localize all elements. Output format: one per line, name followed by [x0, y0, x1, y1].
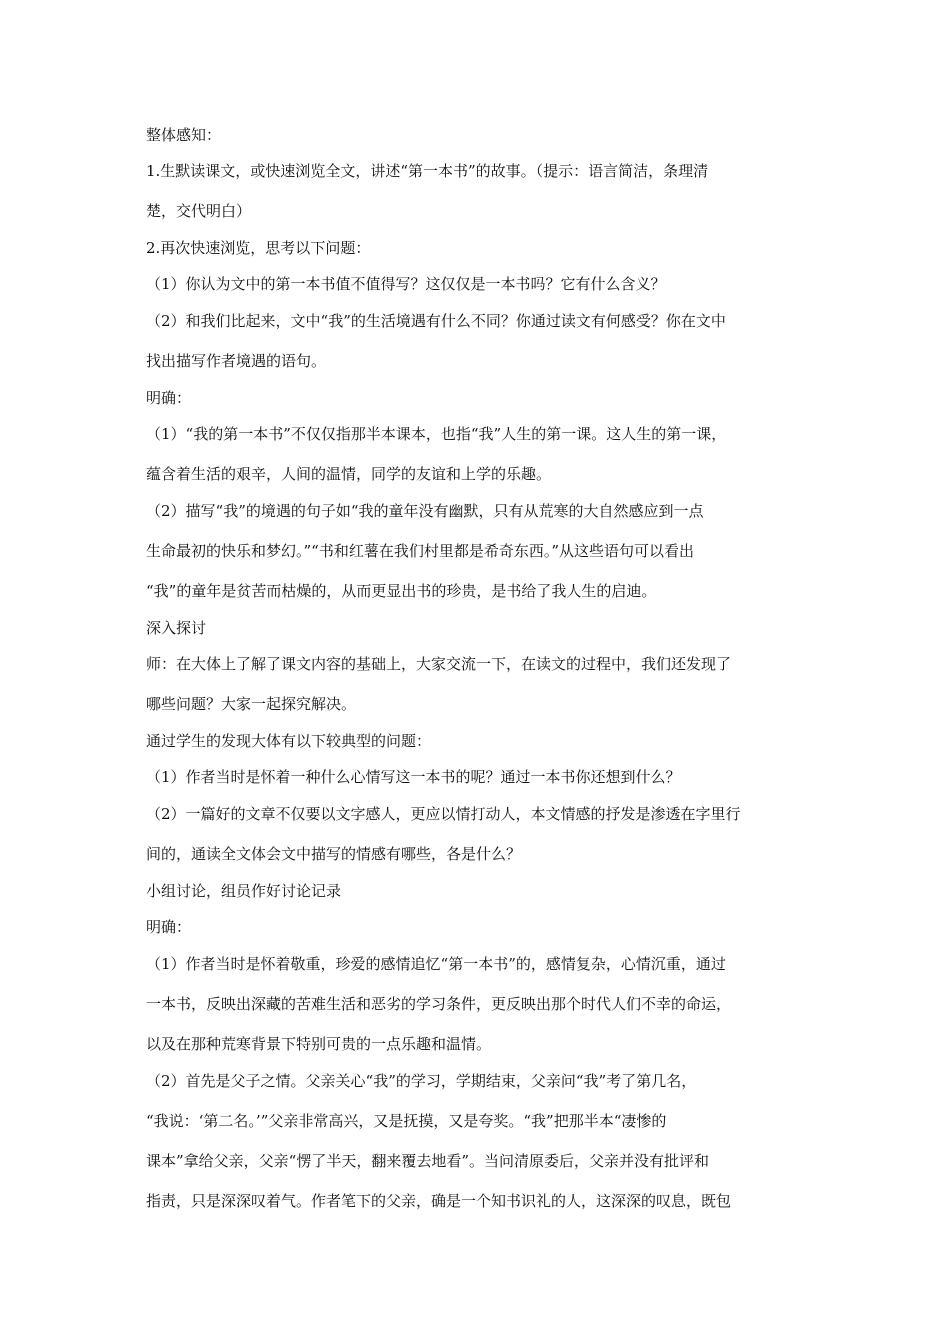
paragraph-line: 指责，只是深深叹着气。作者笔下的父亲，确是一个知书识礼的人，这深深的叹息，既包 [146, 1192, 732, 1210]
paragraph-line: 师：在大体上了解了课文内容的基础上，大家交流一下，在读文的过程中，我们还发现了 [146, 655, 732, 673]
label-clarify: 明确： [146, 389, 192, 407]
paragraph-line: 以及在那种荒寒背景下特别可贵的一点乐趣和温情。 [146, 1035, 492, 1053]
paragraph-line: （1）作者当时是怀着一种什么心情写这一本书的呢？通过一本书你还想到什么？ [146, 768, 681, 786]
paragraph-line: 生命最初的快乐和梦幻。”“书和红薯在我们村里都是希奇东西。”从这些语句可以看出 [146, 542, 695, 560]
paragraph-line: （2）描写“我”的境遇的句子如“我的童年没有幽默，只有从荒寒的大自然感应到一点 [146, 502, 704, 520]
paragraph-line: （1）“我的第一本书”不仅仅指那半本课本，也指“我”人生的第一课。这人生的第一课， [146, 425, 727, 443]
paragraph-line: 一本书，反映出深藏的苦难生活和恶劣的学习条件，更反映出那个时代人们不幸的命运， [146, 995, 732, 1013]
paragraph-line: 哪些问题？大家一起探究解决。 [146, 695, 357, 713]
heading-overall-perception: 整体感知： [146, 126, 222, 144]
paragraph-line: （2）首先是父子之情。父亲关心“我”的学习，学期结束，父亲问“我”考了第几名， [146, 1072, 697, 1090]
paragraph-line: “我说：‘第二名。’”父亲非常高兴，又是抚摸，又是夸奖。“我”把那半本“凄惨的 [146, 1112, 667, 1130]
paragraph-line: （1）你认为文中的第一本书值不值得写？这仅仅是一本书吗？它有什么含义？ [146, 275, 666, 293]
heading-deep-discussion: 深入探讨 [146, 619, 207, 637]
paragraph-line: 蕴含着生活的艰辛，人间的温情，同学的友谊和上学的乐趣。 [146, 465, 552, 483]
paragraph-line: “我”的童年是贫苦而枯燥的，从而更显出书的珍贵，是书给了我人生的启迪。 [146, 582, 657, 600]
paragraph-line: （1）作者当时是怀着敬重，珍爱的感情追忆“第一本书”的，感情复杂，心情沉重，通过 [146, 955, 726, 973]
paragraph-line: 课本”拿给父亲，父亲“愣了半天，翻来覆去地看”。当问清原委后，父亲并没有批评和 [146, 1152, 710, 1170]
paragraph-line: 通过学生的发现大体有以下较典型的问题： [146, 732, 432, 750]
paragraph-line: （2）和我们比起来，文中“我”的生活境遇有什么不同？你通过读文有何感受？你在文中 [146, 312, 726, 330]
paragraph-line: 找出描写作者境遇的语句。 [146, 352, 327, 370]
paragraph-line: 1.生默读课文，或快速浏览全文，讲述“第一本书”的故事。（提示：语言简洁，条理清 [146, 162, 709, 180]
paragraph-line: 2.再次快速浏览，思考以下问题： [146, 239, 371, 257]
paragraph-line: 间的，通读全文体会文中描写的情感有哪些，各是什么？ [146, 845, 522, 863]
label-clarify: 明确： [146, 918, 192, 936]
paragraph-line: 小组讨论，组员作好讨论记录 [146, 882, 342, 900]
paragraph-line: 楚，交代明白） [146, 202, 252, 220]
paragraph-line: （2）一篇好的文章不仅要以文字感人，更应以情打动人，本文情感的抒发是渗透在字里行 [146, 805, 741, 823]
